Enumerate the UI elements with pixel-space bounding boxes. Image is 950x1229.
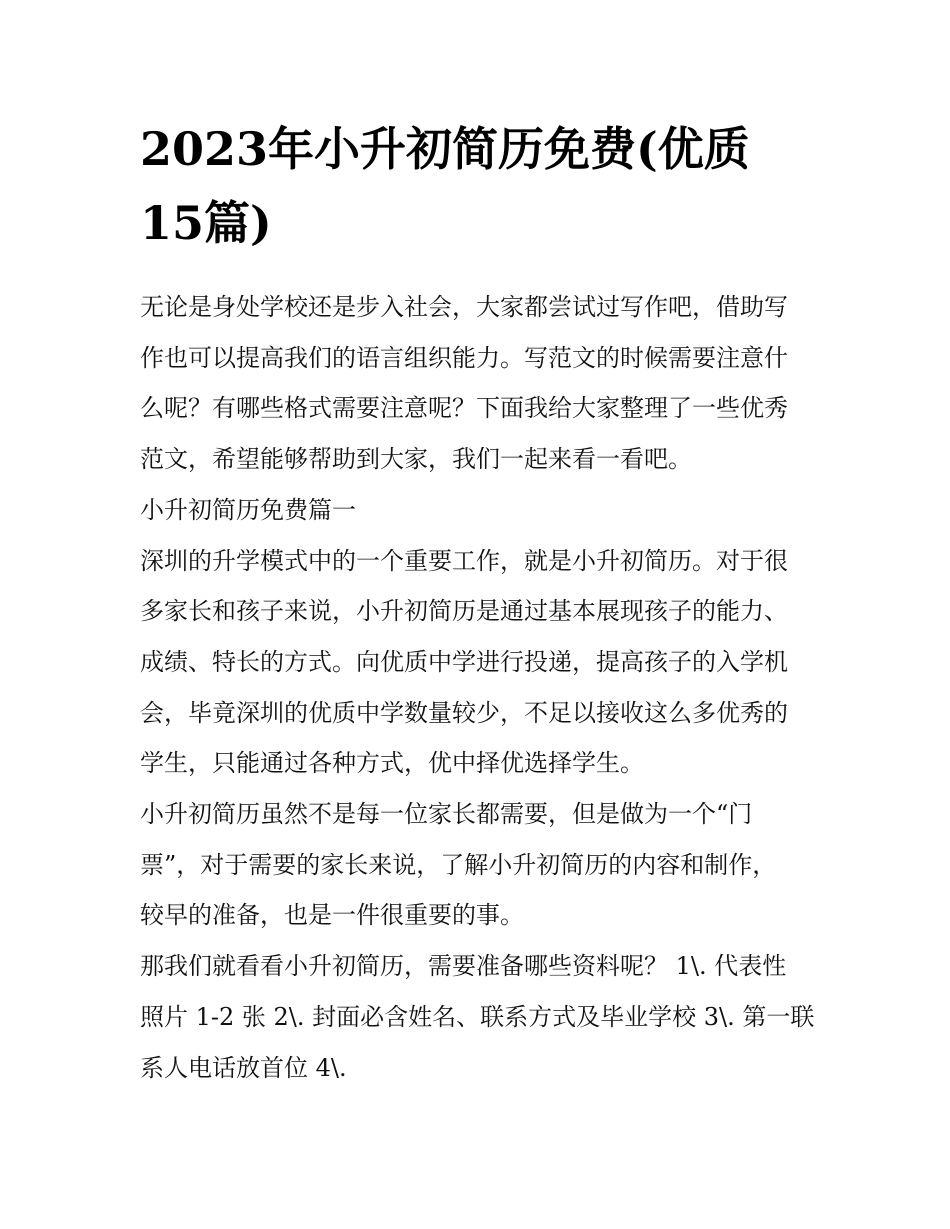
document-content (140, 112, 815, 1093)
text-line: 照片 1-2 张 2\. 封面必含姓名、联系方式及毕业学校 3\. 第一联 (140, 1002, 815, 1031)
paragraph-2 (140, 789, 812, 941)
text-line: 小升初简历虽然不是每一位家长都需要，但是做为一个“门 (140, 800, 753, 829)
text-line: 那我们就看看小升初简历，需要准备哪些资料呢？ 1\. 代表性 (140, 952, 787, 981)
document-title (140, 112, 812, 260)
title-line: 15篇) (140, 196, 272, 250)
intro-paragraph (140, 282, 812, 485)
text-line: 么呢？有哪些格式需要注意呢？下面我给大家整理了一些优秀 (140, 394, 788, 423)
text-line: 深圳的升学模式中的一个重要工作，就是小升初简历。对于很 (140, 546, 788, 575)
text-line: 系人电话放首位 4\. (140, 1053, 347, 1082)
paragraph-3 (140, 941, 815, 1093)
paragraph-1 (140, 536, 812, 790)
section-heading (140, 485, 812, 536)
text-line: 学生，只能通过各种方式，优中择优选择学生。 (140, 749, 644, 778)
document-body (140, 282, 815, 1093)
text-line: 无论是身处学校还是步入社会，大家都尝试过写作吧，借助写 (140, 293, 788, 321)
text-line: 票”，对于需要的家长来说，了解小升初简历的内容和制作， (140, 850, 777, 879)
text-line: 较早的准备，也是一件很重要的事。 (140, 901, 524, 930)
title-line: 2023年小升初简历免费(优质 (140, 122, 750, 176)
text-line: 会，毕竟深圳的优质中学数量较少，不足以接收这么多优秀的 (140, 698, 788, 727)
text-line: 成绩、特长的方式。向优质中学进行投递，提高孩子的入学机 (140, 647, 788, 676)
text-line: 范文，希望能够帮助到大家，我们一起来看一看吧。 (140, 445, 692, 474)
text-line: 多家长和孩子来说，小升初简历是通过基本展现孩子的能力、 (140, 597, 788, 626)
text-line: 作也可以提高我们的语言组织能力。写范文的时候需要注意什 (140, 343, 788, 372)
text-line: 小升初简历免费篇一 (140, 495, 356, 524)
